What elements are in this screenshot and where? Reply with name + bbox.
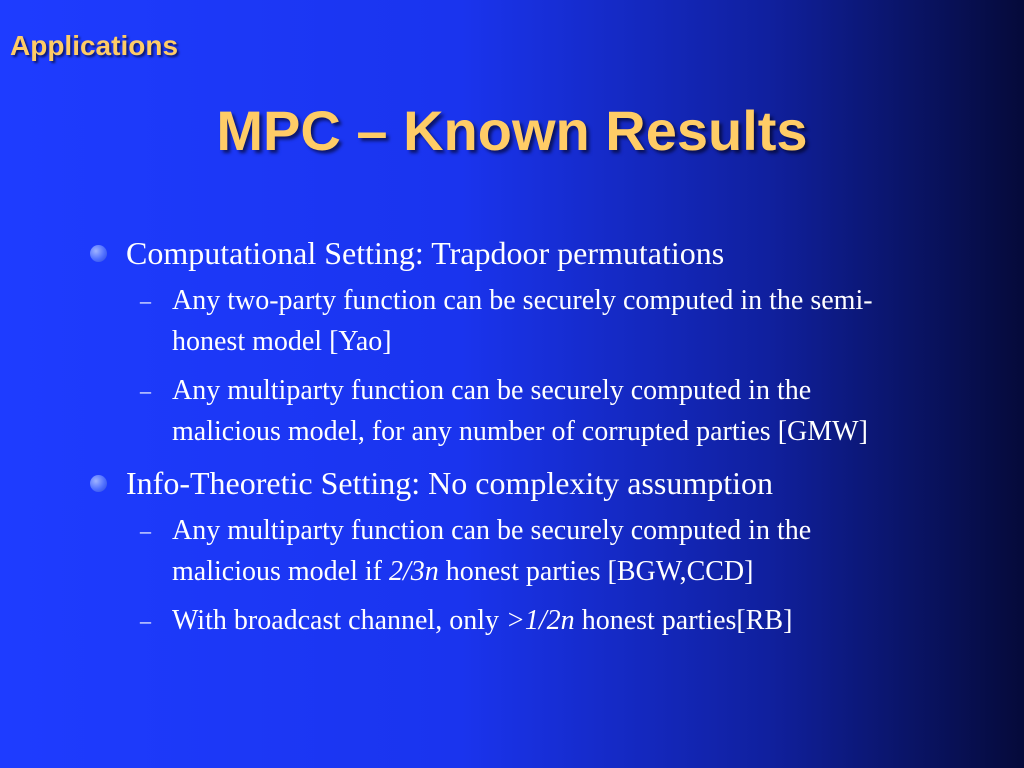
sub-bullet-text: Any two-party function can be securely computed in the semi-honest model [Yao] (172, 285, 873, 357)
sub-bullet-text-pre: Any multiparty function can be securely computed in the malicious model if (172, 515, 812, 587)
bullet-text: Computational Setting: Trapdoor permutations (126, 235, 725, 271)
sub-bullet-two-party-yao (90, 280, 960, 362)
sub-bullet-multiparty-gmw (90, 370, 960, 452)
threshold-fraction: 2/3n (388, 556, 439, 587)
bullet-info-theoretic-setting (90, 462, 960, 641)
bullet-dot-icon (90, 245, 107, 262)
threshold-fraction: >1/2n (506, 605, 575, 636)
dash-icon: – (140, 518, 151, 543)
sub-bullet-bgw-ccd (90, 510, 960, 592)
slide-title: MPC – Known Results (216, 99, 808, 162)
sub-bullet-text-post: honest parties [BGW,CCD] (438, 556, 754, 587)
dash-icon: – (140, 608, 151, 633)
dash-icon: – (140, 378, 151, 403)
sub-bullet-text-pre: With broadcast channel, only (172, 605, 506, 636)
bullet-computational-setting (90, 232, 960, 452)
sub-bullet-text: Any multiparty function can be securely computed in the malicious model, for any number of corrupted parties [GMW] (172, 375, 868, 447)
bullet-dot-icon (90, 475, 107, 492)
sub-bullet-list (90, 280, 960, 452)
dash-icon: – (140, 288, 151, 313)
bullet-text: Info-Theoretic Setting: No complexity assumption (126, 465, 773, 501)
bullet-list (90, 232, 960, 651)
sub-bullet-text-post: honest parties[RB] (574, 605, 793, 636)
sub-bullet-broadcast-rb (90, 600, 960, 641)
section-label: Applications (10, 30, 179, 61)
sub-bullet-list (90, 510, 960, 641)
